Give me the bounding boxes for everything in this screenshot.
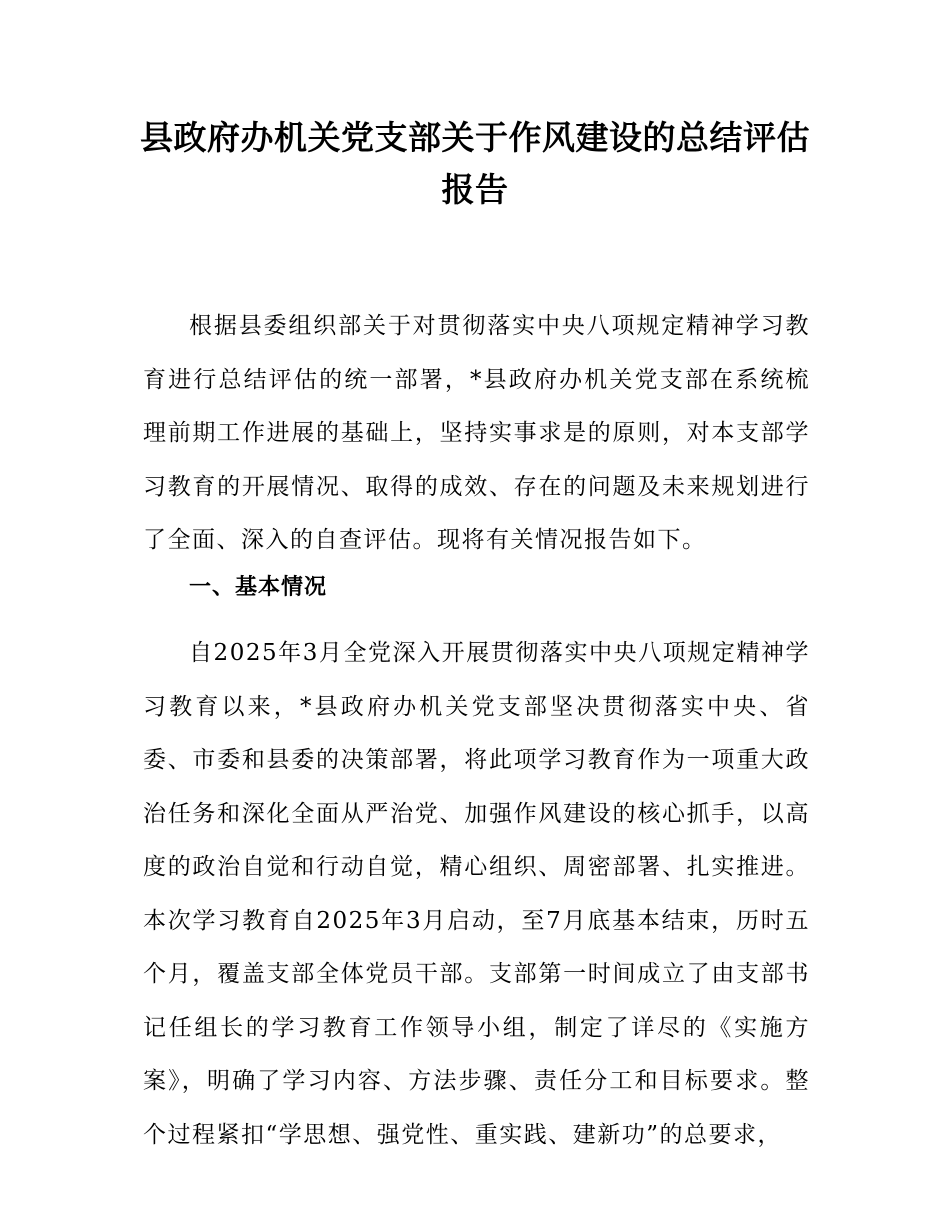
intro-paragraph: 根据县委组织部关于对贯彻落实中央八项规定精神学习教育进行总结评估的统一部署，*县政府办机关党支部在系统梳理前期工作进展的基础上，坚持实事求是的原则，对本支部学习教育的开展情况、取得的成效、存在的问题及未来规划进行了全面、深入的自查评估。现将有关情况报告如下。 bbox=[143, 313, 810, 553]
section-heading-basic-situation: 一、基本情况 bbox=[189, 575, 328, 600]
section-paragraph: 自2025年3月全党深入开展贯彻落实中央八项规定精神学习教育以来，*县政府办机关党支部坚决贯彻落实中央、省委、市委和县委的决策部署，将此项学习教育作为一项重大政治任务和深化全面从严治党、加强作风建设的核心抓手，以高度的政治自觉和行动自觉，精心组织、周密部署、扎实推进。本次学习教育自2025年3月启动，至7月底基本结束，历时五个月，覆盖支部全体党员干部。支部第一时间成立了由支部书记任组长的学习教育工作领导小组，制定了详尽的《实施方案》，明确了学习内容、方法步骤、责任分工和目标要求。整个过程紧扣“学思想、强党性、重实践、建新功”的总要求， bbox=[143, 640, 810, 1148]
document-title: 县政府办机关党支部关于作风建设的总结评估报告 bbox=[140, 118, 810, 209]
